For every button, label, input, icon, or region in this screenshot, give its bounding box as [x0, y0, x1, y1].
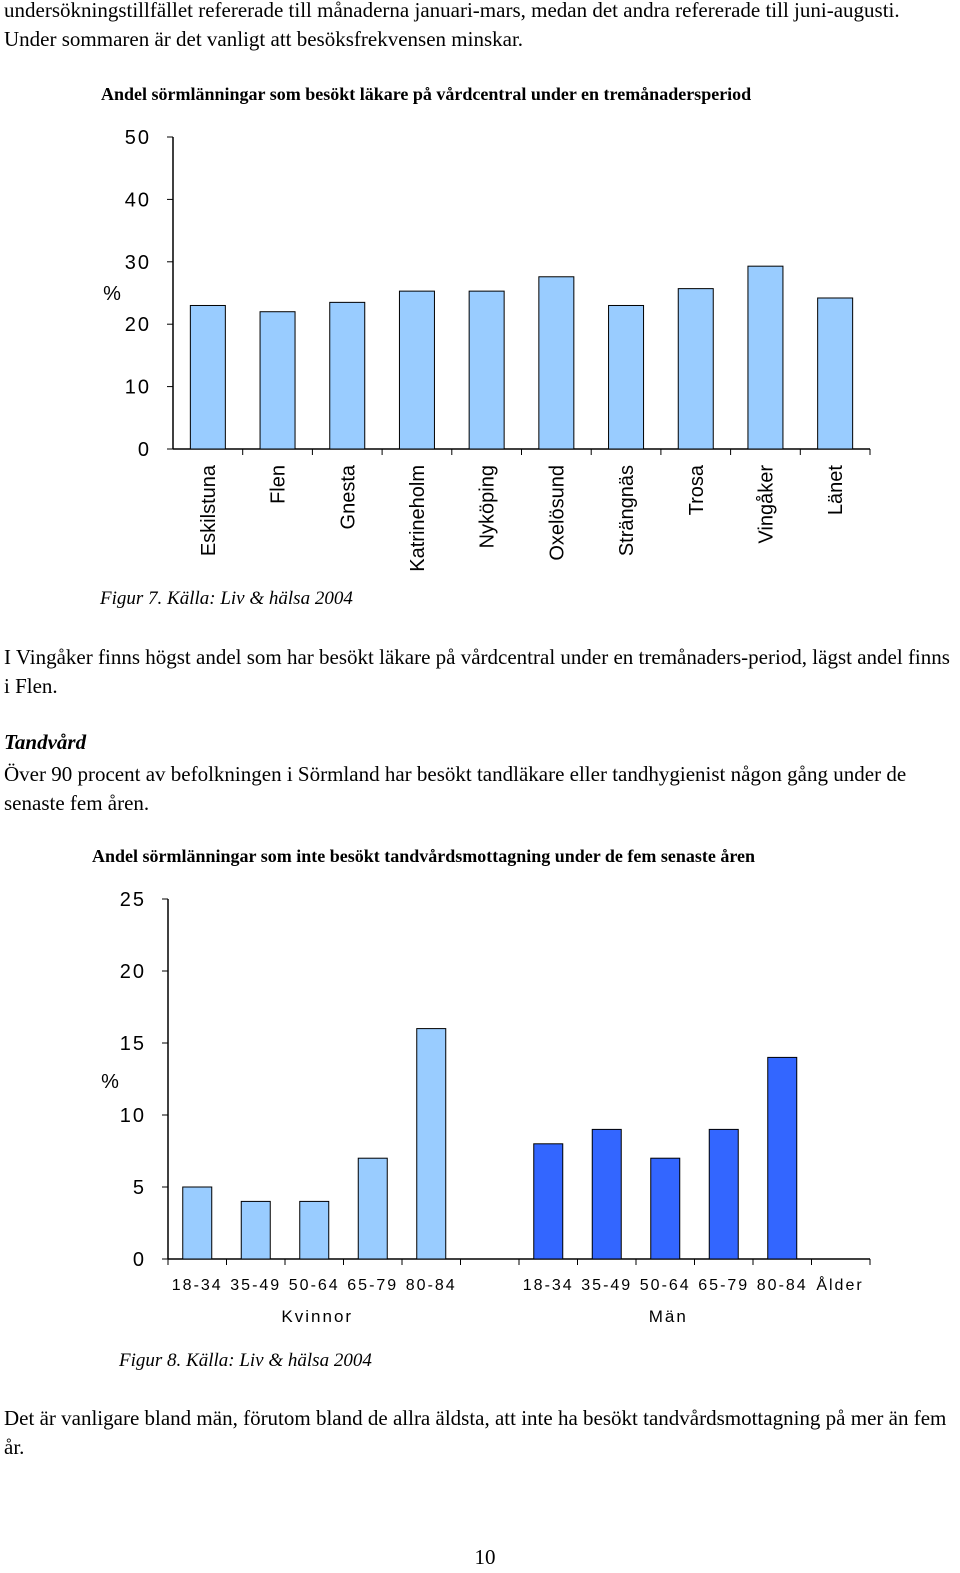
figure8-caption: Figur 8. Källa: Liv & hälsa 2004 [119, 1350, 372, 1371]
group-label-kvinnor: Kvinnor [281, 1307, 354, 1326]
paragraph-tandvard: Över 90 procent av befolkningen i Sörmland har besökt tandläkare eller tandhygienist någon gång under de senaste fem åren. [4, 762, 907, 815]
x-tick-label: Strängnäs [616, 465, 639, 557]
x-tick-label: 18-34 [171, 1277, 223, 1294]
x-tick-label: 18-34 [522, 1277, 574, 1294]
x-tick-label: 80-84 [405, 1277, 457, 1294]
y-axis-label: % [101, 1071, 119, 1093]
paragraph-vingaker: I Vingåker finns högst andel som har besökt läkare på vårdcentral under en tremånaders-period, lägst andel finns i Flen. [4, 645, 950, 698]
y-tick-label: 40 [124, 189, 151, 212]
y-axis-label: % [103, 283, 121, 305]
y-tick-label: 15 [119, 1033, 146, 1055]
bar-kvinnor-80-84 [417, 1029, 446, 1259]
x-tick-label: 80-84 [756, 1277, 808, 1294]
y-tick-label: 50 [124, 127, 151, 149]
figure7-caption: Figur 7. Källa: Liv & hälsa 2004 [100, 588, 353, 609]
x-tick-label: 65-79 [347, 1277, 399, 1294]
x-tick-label: 65-79 [698, 1277, 750, 1294]
x-tick-label: 35-49 [581, 1277, 633, 1294]
chart2-title: Andel sörmlänningar som inte besökt tandvårdsmottagning under de fem senaste åren [92, 846, 756, 866]
y-tick-label: 20 [119, 961, 146, 983]
x-tick-label: 50-64 [288, 1277, 340, 1294]
group-label-män: Män [648, 1307, 688, 1326]
x-tick-label: Gnesta [337, 465, 360, 530]
chart1-title: Andel sörmlänningar som besökt läkare på vårdcentral under en tremånadersperiod [101, 84, 752, 104]
x-tick-label: 35-49 [230, 1277, 282, 1294]
bar-män-80-84 [768, 1057, 797, 1259]
x-tick-label: Katrineholm [406, 465, 429, 572]
x-tick-label: Oxelösund [546, 465, 569, 561]
y-tick-label: 0 [137, 439, 151, 461]
x-tick-label: 50-64 [639, 1277, 691, 1294]
paragraph-conclusion: Det är vanligare bland män, förutom bland de allra äldsta, att inte ha besökt tandvårdsmottagning på mer än fem år. [4, 1406, 947, 1459]
bar-män-35-49 [592, 1129, 621, 1259]
bar-män-18-34 [534, 1144, 563, 1259]
x-tick-label: Trosa [685, 465, 708, 516]
bar-kvinnor-35-49 [241, 1201, 270, 1259]
page-number: 10 [474, 1545, 496, 1569]
y-tick-label: 10 [124, 376, 151, 399]
intro-paragraph: undersökningstillfället refererade till månaderna januari-mars, medan det andra refererade till juni-augusti. Under sommaren är det vanligt att besöksfrekvensen minskar. [4, 0, 900, 51]
y-tick-label: 10 [119, 1105, 146, 1127]
y-tick-label: 30 [124, 251, 151, 274]
y-tick-label: 20 [124, 314, 151, 337]
y-tick-label: 5 [132, 1177, 146, 1199]
section-heading-tandvard: Tandvård [4, 730, 87, 754]
x-tick-label: Flen [267, 465, 290, 504]
y-tick-label: 0 [132, 1249, 146, 1271]
x-tick-label: Vingåker [755, 465, 778, 544]
bar-kvinnor-50-64 [300, 1201, 329, 1259]
x-tick-label: Länet [825, 465, 848, 516]
x-tick-label: Nyköping [476, 465, 499, 549]
bar-kvinnor-18-34 [183, 1187, 212, 1259]
bar-kvinnor-65-79 [358, 1158, 387, 1259]
bar-män-50-64 [651, 1158, 680, 1259]
x-axis-label: Ålder [816, 1277, 864, 1294]
bar-män-65-79 [709, 1129, 738, 1259]
x-tick-label: Eskilstuna [197, 465, 220, 557]
y-tick-label: 25 [119, 889, 146, 911]
